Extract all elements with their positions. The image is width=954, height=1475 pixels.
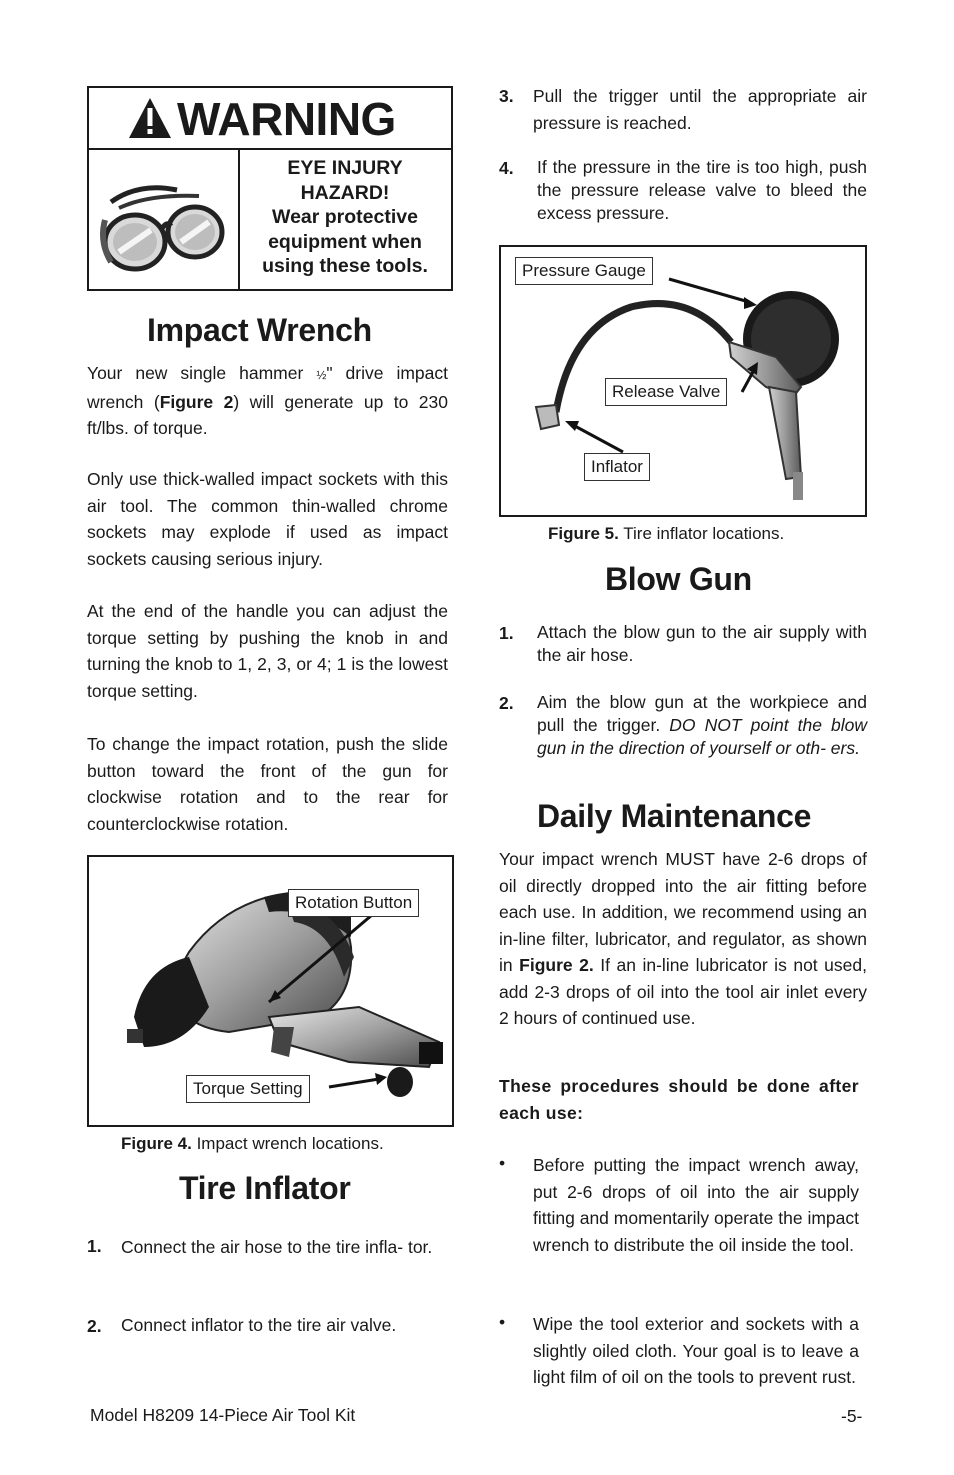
figure-reference: Figure 2.	[519, 955, 594, 975]
warning-title: WARNING	[177, 93, 396, 145]
caution-text: DO NOT point the blow gun in the direction of yourself or oth- ers.	[537, 715, 868, 758]
blow-gun-step-2	[537, 691, 867, 760]
figure-4-caption	[121, 1134, 384, 1154]
maintenance-bullet-2: Wipe the tool exterior and sockets with a slightly oiled cloth. Your goal is to leave a light film of oil on the tools to prevent rust.	[533, 1314, 859, 1387]
figure-4-box	[87, 855, 454, 1127]
warning-line: using these tools.	[262, 255, 428, 277]
footer-model: Model H8209 14-Piece Air Tool Kit	[90, 1405, 356, 1425]
safety-glasses-icon	[89, 150, 236, 287]
impact-wrench-paragraph-3: At the end of the handle you can adjust the torque setting by pushing the knob in and turning the knob to 1, 2, 3, or 4; 1 is the lowest torque setting.	[87, 601, 448, 701]
step-number: 1.	[499, 623, 514, 643]
text: Aim the blow gun at the workpiece and pull the trigger.	[537, 692, 867, 735]
text: " drive impact wrench (	[87, 363, 448, 412]
tire-inflator-step-2: Connect inflator to the tire air valve.	[121, 1315, 397, 1335]
warning-box	[87, 86, 453, 291]
text: Your new single hammer	[87, 363, 317, 383]
warning-header	[89, 88, 451, 150]
rotation-button-callout: Rotation Button	[288, 889, 419, 917]
step-number: 3.	[499, 86, 514, 106]
warning-line: EYE INJURY	[287, 157, 403, 179]
caption-label: Figure 4.	[121, 1134, 192, 1153]
figure-5-caption	[548, 524, 784, 544]
impact-wrench-paragraph-1	[87, 360, 448, 442]
step-number: 4.	[499, 158, 514, 178]
warning-line: equipment when	[268, 230, 422, 253]
tire-inflator-step-4: If the pressure in the tire is too high, push the pressure release valve to bleed the excess pressure.	[537, 157, 867, 223]
release-valve-callout: Release Valve	[605, 378, 727, 406]
daily-maintenance-paragraph	[499, 846, 867, 1032]
impact-wrench-paragraph-2: Only use thick-walled impact sockets with this air tool. The common thin-walled chrome sockets may explode if used as impact sockets causing serious injury.	[87, 469, 448, 569]
step-number: 1.	[87, 1236, 102, 1256]
step-number: 2.	[499, 693, 514, 713]
inflator-callout: Inflator	[584, 453, 650, 481]
tire-inflator-step-3: Pull the trigger until the appropriate air pressure is reached.	[533, 86, 867, 133]
procedures-note: These procedures should be done after each use:	[499, 1076, 859, 1123]
blow-gun-heading: Blow Gun	[605, 561, 752, 597]
caption-label: Figure 5.	[548, 524, 619, 543]
maintenance-bullet-1: Before putting the impact wrench away, put 2-6 drops of oil into the air supply fitting and momentarily operate the impact wrench to distribute the oil inside the tool.	[533, 1155, 859, 1255]
bullet: •	[499, 1153, 506, 1173]
tire-inflator-heading: Tire Inflator	[179, 1170, 351, 1206]
caption-text: Tire inflator locations.	[618, 524, 785, 543]
warning-line: HAZARD!	[300, 181, 390, 204]
warning-triangle-icon	[127, 96, 173, 140]
text: ) will generate up to 230 ft/lbs. of torque.	[87, 391, 448, 438]
figure-reference: Figure 2	[159, 391, 234, 412]
caption-text: Impact wrench locations.	[191, 1134, 384, 1153]
step-number: 2.	[87, 1316, 102, 1336]
page-number: -5-	[841, 1406, 863, 1426]
impact-wrench-paragraph-4: To change the impact rotation, push the slide button toward the front of the gun for clockwise rotation and to the rear for counterclockwise rotation.	[87, 734, 448, 834]
safety-glasses-cell	[89, 150, 240, 289]
daily-maintenance-heading: Daily Maintenance	[537, 798, 812, 834]
pressure-gauge-callout: Pressure Gauge	[515, 257, 653, 285]
impact-wrench-heading: Impact Wrench	[147, 312, 372, 348]
figure-5-box	[499, 245, 867, 517]
bullet: •	[499, 1312, 506, 1332]
tire-inflator-step-1: Connect the air hose to the tire infla- tor.	[121, 1237, 433, 1257]
text: If an in-line lubricator is not used, add 2-3 drops of oil into the tool air inlet every 2 hours of continued use.	[499, 955, 867, 1028]
fraction: ½	[316, 368, 327, 382]
warning-message	[242, 156, 448, 279]
blow-gun-step-1: Attach the blow gun to the air supply with the air hose.	[537, 622, 867, 665]
text: Your impact wrench MUST have 2-6 drops of oil directly dropped into the air fitting before each use. In addition, we recommend using an in-line filter, lubricator, and regulator, as shown in	[499, 849, 867, 975]
warning-line: Wear protective	[272, 206, 418, 228]
torque-setting-callout: Torque Setting	[186, 1075, 310, 1103]
